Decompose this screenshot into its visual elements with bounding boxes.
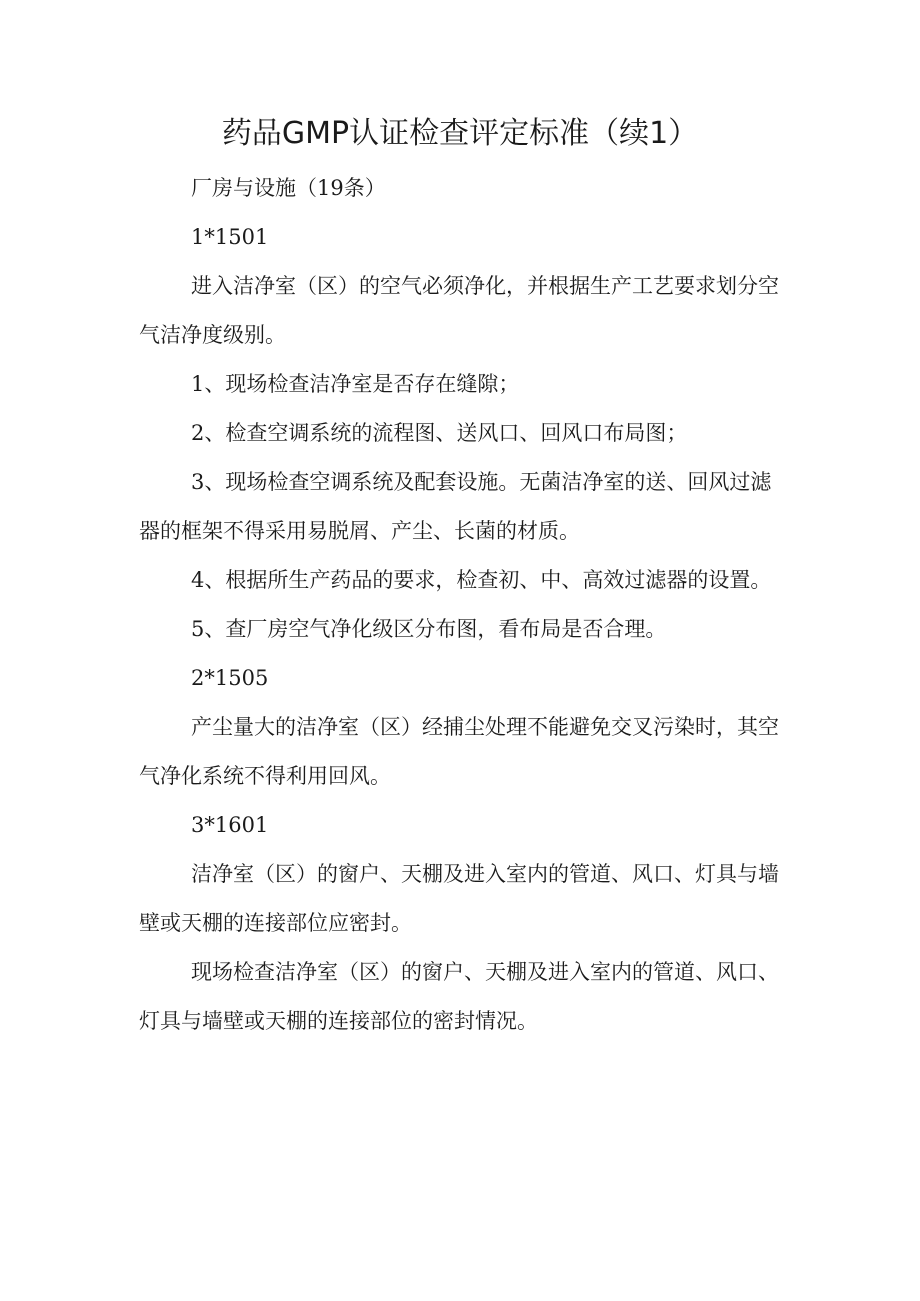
- paragraph: 进入洁净室（区）的空气必须净化，并根据生产工艺要求划分空气洁净度级别。: [139, 274, 779, 347]
- paragraph: 产尘量大的洁净室（区）经捕尘处理不能避免交叉污染时，其空气净化系统不得利用回风。: [139, 715, 779, 788]
- section-heading: 厂房与设施（19条）: [191, 176, 386, 200]
- item-code: 1*1501: [191, 225, 269, 249]
- document-body: [139, 164, 789, 1046]
- list-item: 4、根据所生产药品的要求，检查初、中、高效过滤器的设置。: [191, 568, 772, 592]
- document-title: 药品GMP认证检查评定标准（续1）: [221, 116, 699, 151]
- paragraph: 现场检查洁净室（区）的窗户、天棚及进入室内的管道、风口、灯具与墙壁或天棚的连接部位的密封情况。: [139, 960, 779, 1033]
- paragraph: 洁净室（区）的窗户、天棚及进入室内的管道、风口、灯具与墙壁或天棚的连接部位应密封。: [139, 862, 779, 935]
- list-item: 3、现场检查空调系统及配套设施。无菌洁净室的送、回风过滤器的框架不得采用易脱屑、产尘、长菌的材质。: [139, 470, 772, 543]
- list-item: 2、检查空调系统的流程图、送风口、回风口布局图；: [191, 421, 688, 445]
- list-item: 1、现场检查洁净室是否存在缝隙；: [191, 372, 520, 396]
- item-code: 2*1505: [191, 666, 269, 690]
- item-code: 3*1601: [191, 813, 269, 837]
- list-item: 5、查厂房空气净化级区分布图，看布局是否合理。: [191, 617, 667, 641]
